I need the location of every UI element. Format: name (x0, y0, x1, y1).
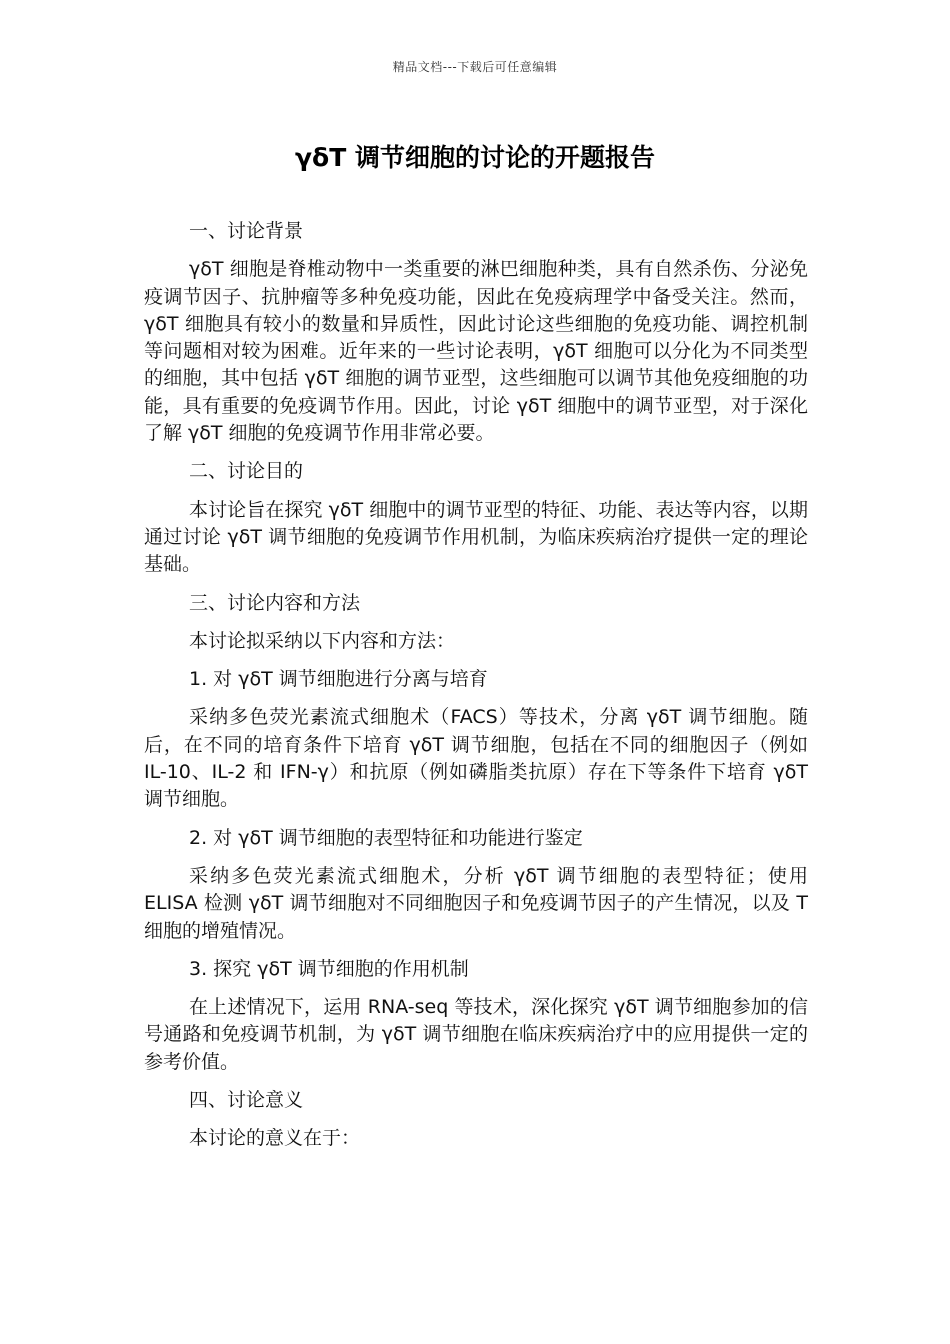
section-heading-significance: 四、讨论意义 (189, 1089, 304, 1112)
method-paragraph-2: 采纳多色荧光素流式细胞术，分析 γδT 调节细胞的表型特征；使用 ELISA 检测 γδT 调节细胞对不同细胞因子和免疫调节因子的产生情况，以及 T 细胞的增殖情况。 (144, 864, 808, 942)
method-heading-1: 1. 对 γδT 调节细胞进行分离与培育 (189, 668, 488, 691)
method-heading-3: 3. 探究 γδT 调节细胞的作用机制 (189, 957, 469, 980)
paragraph-purpose: 本讨论旨在探究 γδT 细胞中的调节亚型的特征、功能、表达等内容，以期通过讨论 γδT 调节细胞的免疫调节作用机制，为临床疾病治疗提供一定的理论基础。 (144, 498, 808, 576)
document-title: γδT 调节细胞的讨论的开题报告 (295, 143, 655, 172)
method-paragraph-3: 在上述情况下，运用 RNA-seq 等技术，深化探究 γδT 调节细胞参加的信号通路和免疫调节机制，为 γδT 调节细胞在临床疾病治疗中的应用提供一定的参考价值。 (144, 996, 808, 1073)
method-paragraph-1: 采纳多色荧光素流式细胞术（FACS）等技术，分离 γδT 调节细胞。随后，在不同的培育条件下培育 γδT 调节细胞，包括在不同的细胞因子（例如 IL-10、IL-2 和 IFN-γ）和抗原（例如磷脂类抗原）存在下等条件下培育 γδT 调节细胞。 (144, 706, 808, 811)
paragraph-background: γδT 细胞是脊椎动物中一类重要的淋巴细胞种类，具有自然杀伤、分泌免疫调节因子、抗肿瘤等多种免疫功能，因此在免疫病理学中备受关注。然而，γδT 细胞具有较小的数量和异质性，因此讨论这些细胞的免疫功能、调控机制等问题相对较为困难。近年来的一些讨论表明，γδT 细胞可以分化为不同类型的细胞，其中包括 γδT 细胞的调节亚型，这些细胞可以调节其他免疫细胞的功能，具有重要的免疫调节作用。因此，讨论 γδT 细胞中的调节亚型，对于深化了解 γδT 细胞的免疫调节作用非常必要。 (144, 258, 808, 445)
header-note: 精品文档---下载后可任意编辑 (392, 60, 558, 74)
method-heading-2: 2. 对 γδT 调节细胞的表型特征和功能进行鉴定 (189, 826, 583, 849)
document-body (144, 218, 808, 1164)
section-heading-content-methods: 三、讨论内容和方法 (189, 591, 361, 614)
section-heading-purpose: 二、讨论目的 (189, 460, 304, 483)
significance-intro: 本讨论的意义在于： (189, 1127, 361, 1150)
methods-intro: 本讨论拟采纳以下内容和方法： (189, 629, 456, 652)
section-heading-background: 一、讨论背景 (189, 220, 304, 242)
